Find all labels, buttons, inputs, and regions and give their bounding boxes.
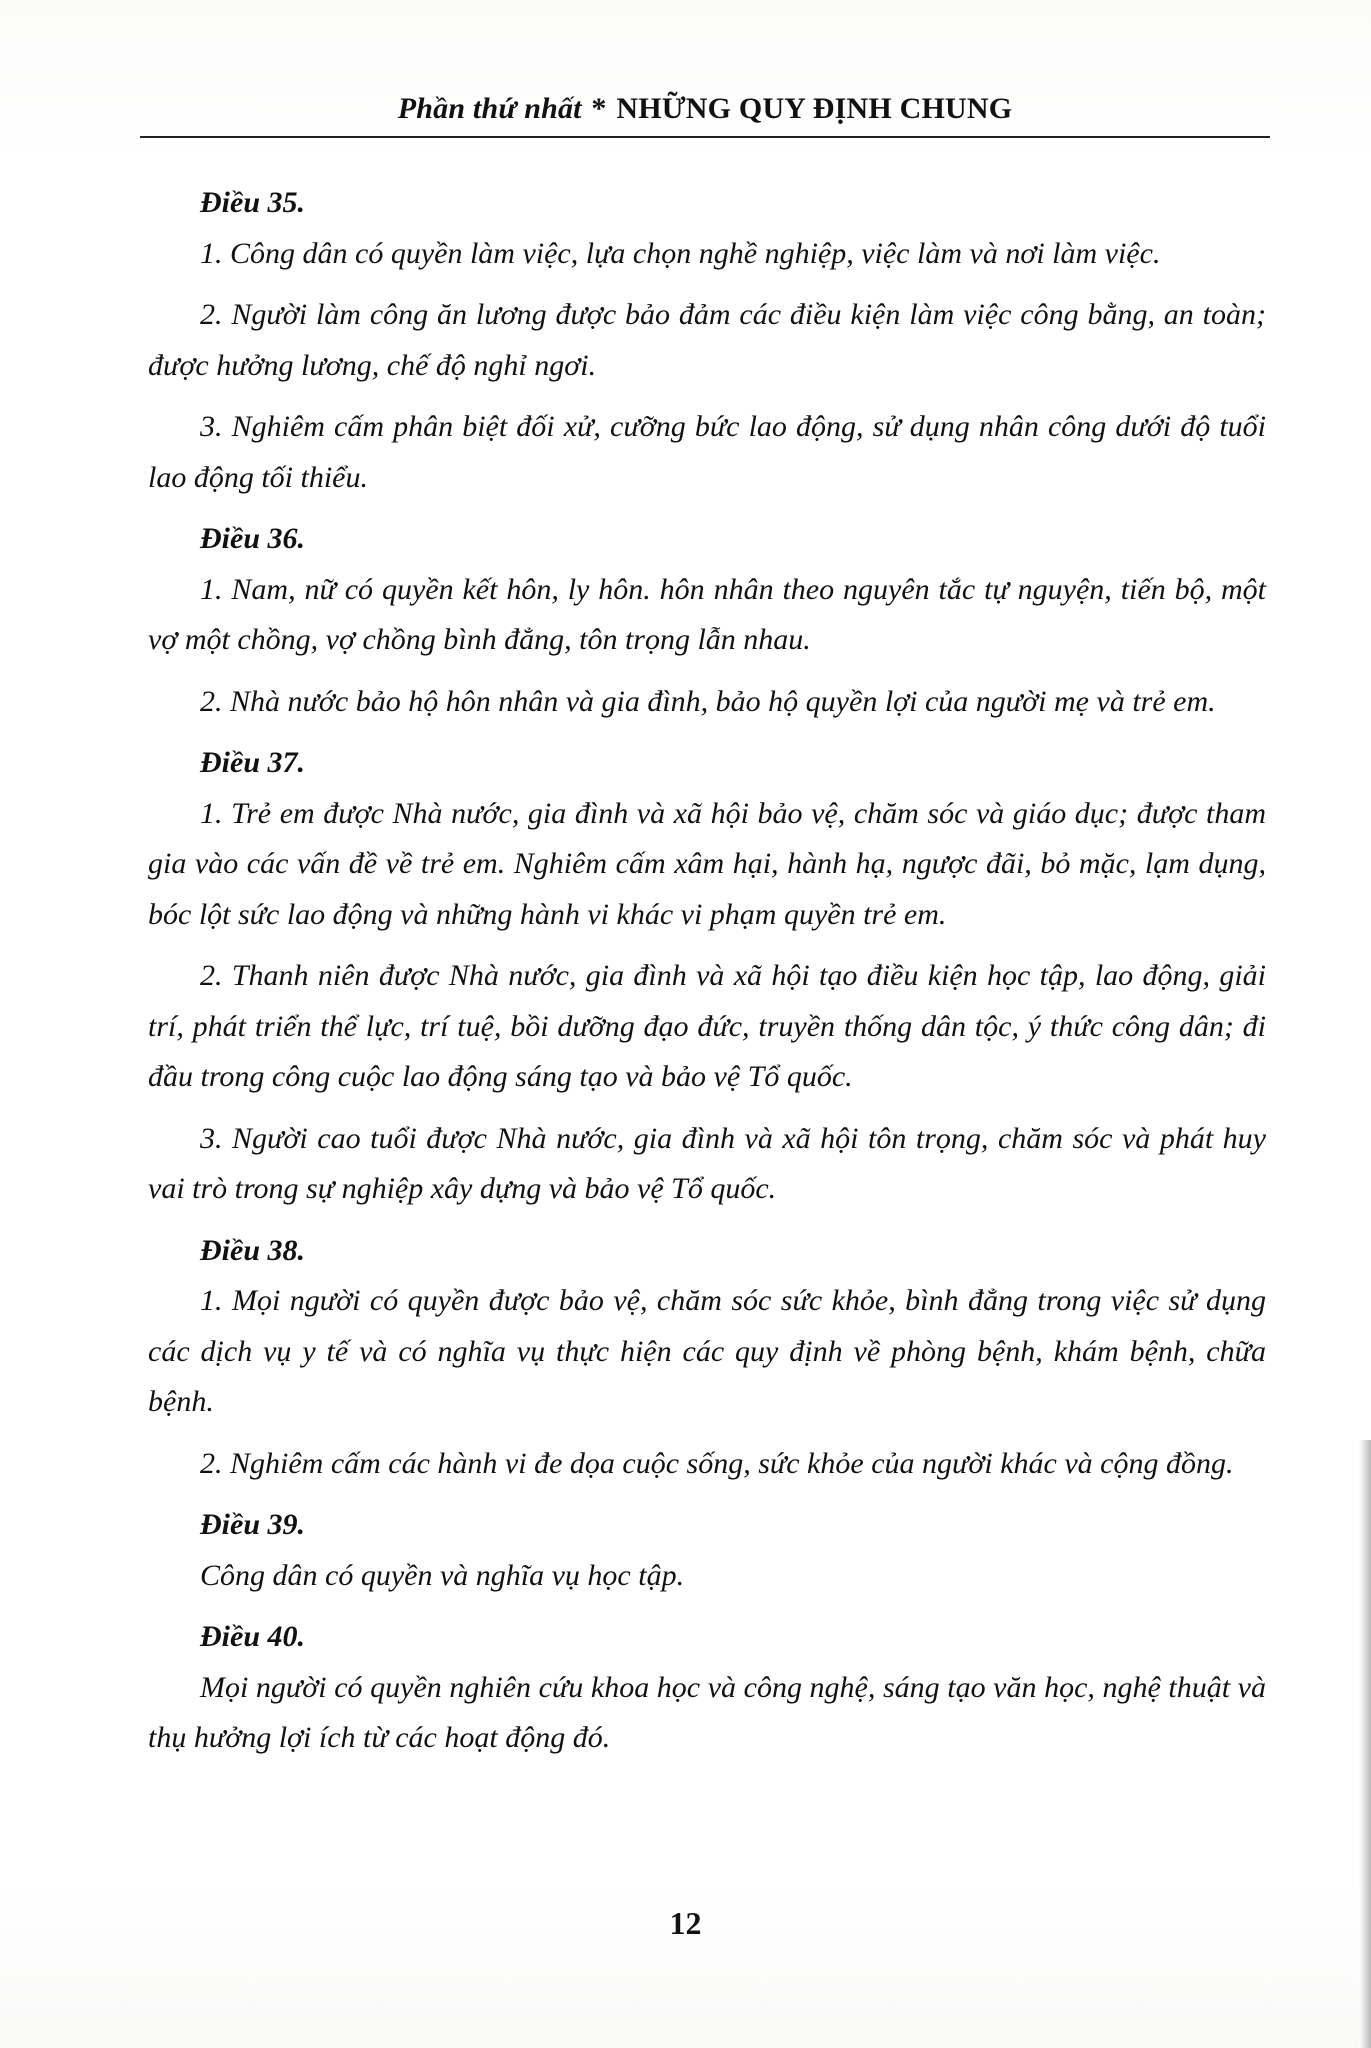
header-rule <box>140 136 1270 138</box>
header-title: NHỮNG QUY ĐỊNH CHUNG <box>616 92 1013 125</box>
article-title: Điều 35. <box>200 186 305 219</box>
article-title: Điều 39. <box>200 1508 305 1541</box>
article-40 <box>148 1612 1266 1764</box>
header-star: * <box>591 92 607 125</box>
scan-shadow-edge <box>1359 1440 1371 2048</box>
article-36 <box>148 514 1266 727</box>
article-paragraph: Mọi người có quyền nghiên cứu khoa học và công nghệ, sáng tạo văn học, nghệ thuật và thụ hưởng lợi ích từ các hoạt động đó. <box>148 1670 1266 1754</box>
article-38 <box>148 1226 1266 1490</box>
header-part: Phần thứ nhất <box>397 92 582 125</box>
article-paragraph: 3. Người cao tuổi được Nhà nước, gia đình và xã hội tôn trọng, chăm sóc và phát huy vai trò trong sự nghiệp xây dựng và bảo vệ Tổ quốc. <box>148 1121 1266 1205</box>
page-number: 12 <box>669 1905 702 1941</box>
article-paragraph: 1. Công dân có quyền làm việc, lựa chọn nghề nghiệp, việc làm và nơi làm việc. <box>200 236 1161 270</box>
article-35 <box>148 178 1266 503</box>
article-title: Điều 37. <box>200 746 305 779</box>
article-39 <box>148 1500 1266 1601</box>
article-paragraph: 1. Nam, nữ có quyền kết hôn, ly hôn. hôn nhân theo nguyên tắc tự nguyện, tiến bộ, một vợ một chồng, vợ chồng bình đẳng, tôn trọng lẫn nhau. <box>148 572 1266 656</box>
article-paragraph: 3. Nghiêm cấm phân biệt đối xử, cưỡng bức lao động, sử dụng nhân công dưới độ tuổi lao động tối thiểu. <box>148 410 1266 494</box>
article-paragraph: 1. Trẻ em được Nhà nước, gia đình và xã hội bảo vệ, chăm sóc và giáo dục; được tham gia vào các vấn đề về trẻ em. Nghiêm cấm xâm hại, hành hạ, ngược đãi, bỏ mặc, lạm dụng, bóc lột sức lao động và những hành vi khác vi phạm quyền trẻ em. <box>148 796 1266 931</box>
article-title: Điều 38. <box>200 1233 305 1267</box>
article-title: Điều 40. <box>200 1620 305 1653</box>
article-paragraph: 2. Thanh niên được Nhà nước, gia đình và xã hội tạo điều kiện học tập, lao động, giải trí, phát triển thể lực, trí tuệ, bồi dưỡng đạo đức, truyền thống dân tộc, ý thức công dân; đi đầu trong công cuộc lao động sáng tạo và bảo vệ Tổ quốc. <box>148 959 1266 1093</box>
page-body <box>148 178 1266 1775</box>
article-title: Điều 36. <box>200 522 305 555</box>
article-paragraph: 2. Nhà nước bảo hộ hôn nhân và gia đình, bảo hộ quyền lợi của người mẹ và trẻ em. <box>200 684 1216 718</box>
article-paragraph: Công dân có quyền và nghĩa vụ học tập. <box>200 1558 685 1592</box>
running-header <box>140 92 1270 126</box>
article-paragraph: 2. Nghiêm cấm các hành vi đe dọa cuộc sống, sức khỏe của người khác và cộng đồng. <box>200 1446 1234 1480</box>
article-paragraph: 1. Mọi người có quyền được bảo vệ, chăm sóc sức khỏe, bình đẳng trong việc sử dụng các dịch vụ y tế và có nghĩa vụ thực hiện các quy định về phòng bệnh, khám bệnh, chữa bệnh. <box>148 1284 1266 1418</box>
article-paragraph: 2. Người làm công ăn lương được bảo đảm các điều kiện làm việc công bằng, an toàn; được hưởng lương, chế độ nghỉ ngơi. <box>148 298 1266 382</box>
article-37 <box>148 738 1266 1215</box>
